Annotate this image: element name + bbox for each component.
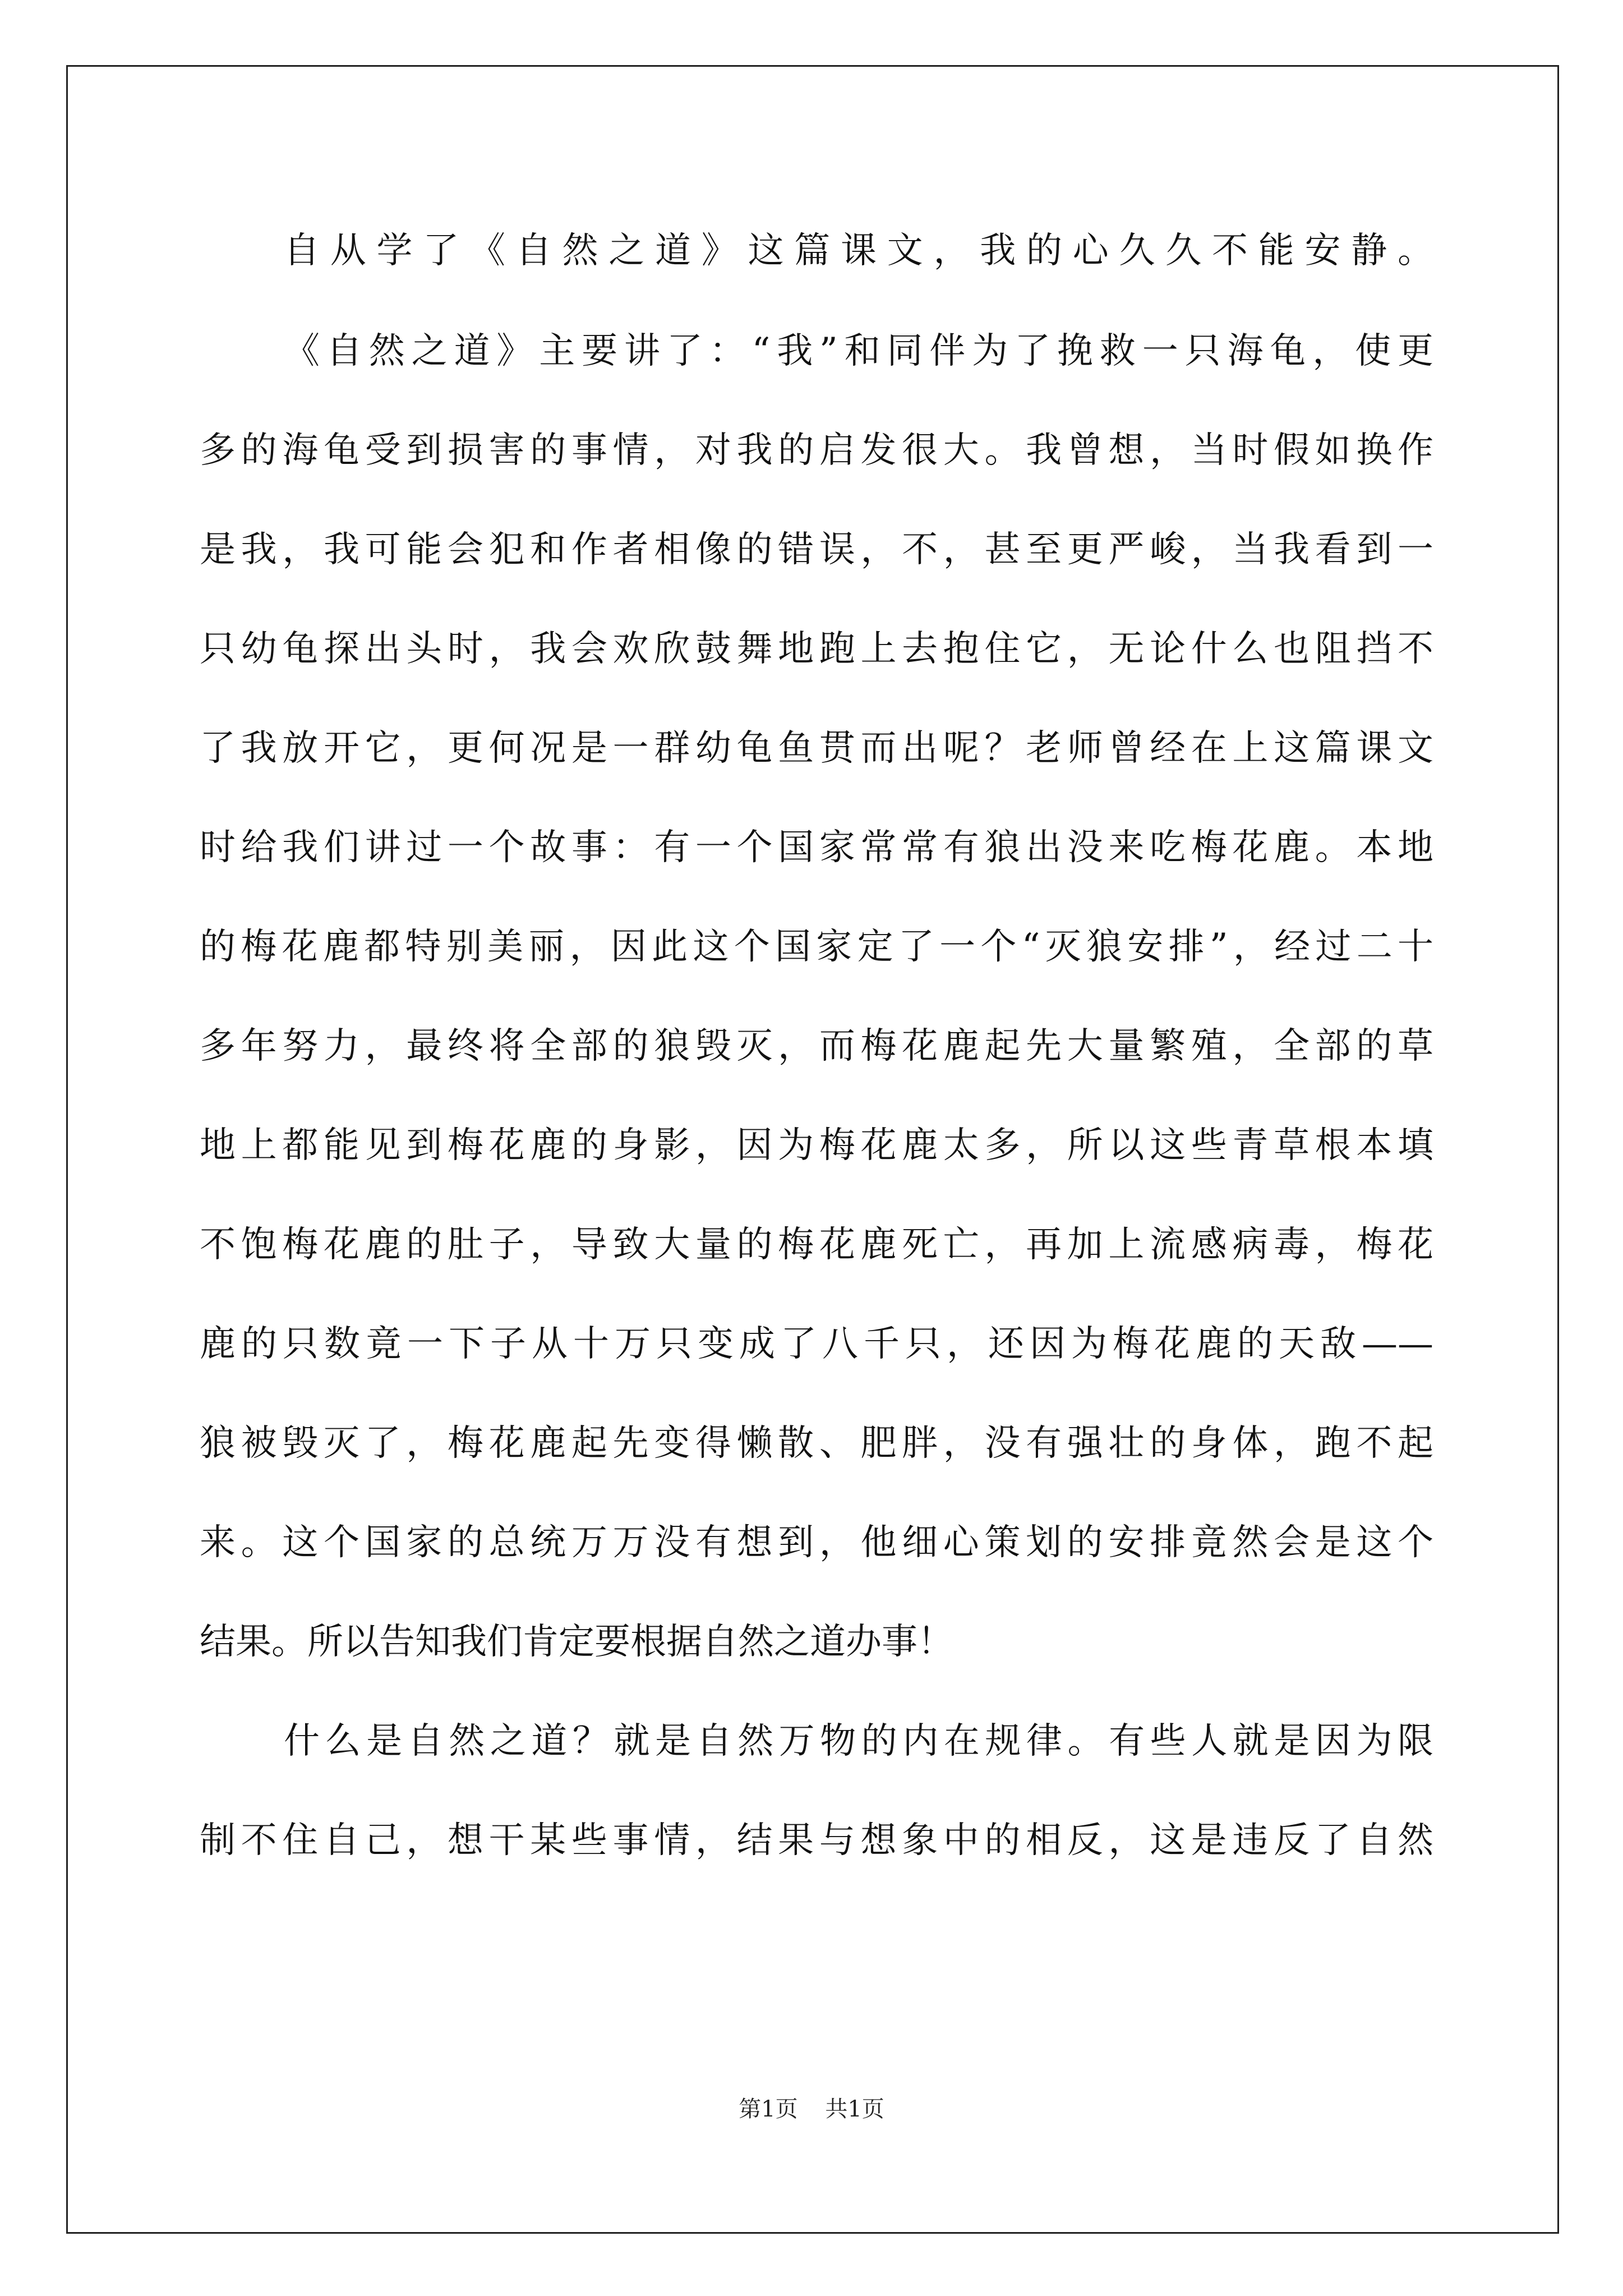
text-line: 时给我们讲过一个故事：有一个国家常常有狼出没来吃梅花鹿。本地 bbox=[200, 827, 1433, 868]
page-total: 共1页 bbox=[825, 2096, 884, 2122]
text-line: 狼被毁灭了，梅花鹿起先变得懒散、肥胖，没有强壮的身体，跑不起 bbox=[200, 1423, 1433, 1464]
text-line: 是我，我可能会犯和作者相像的错误，不，甚至更严峻，当我看到一 bbox=[200, 529, 1433, 570]
text-line: 制不住自己，想干某些事情，结果与想象中的相反，这是违反了自然 bbox=[200, 1820, 1433, 1861]
text-line: 地上都能见到梅花鹿的身影，因为梅花鹿太多，所以这些青草根本填 bbox=[200, 1125, 1433, 1166]
page-number: 第1页 bbox=[739, 2096, 798, 2122]
text-line: 只幼龟探出头时，我会欢欣鼓舞地跑上去抱住它，无论什么也阻挡不 bbox=[200, 628, 1433, 670]
text-line: 多的海龟受到损害的事情，对我的启发很大。我曾想，当时假如换作 bbox=[200, 430, 1433, 471]
text-line: 多年努力，最终将全部的狼毁灭，而梅花鹿起先大量繁殖，全部的草 bbox=[200, 1025, 1433, 1067]
text-line: 了我放开它，更何况是一群幼龟鱼贯而出呢？老师曾经在上这篇课文 bbox=[200, 728, 1433, 769]
text-line: 《自然之道》主要讲了：“我”和同伴为了挽救一只海龟，使更 bbox=[284, 330, 1433, 372]
text-line: 不饱梅花鹿的肚子，导致大量的梅花鹿死亡，再加上流感病毒，梅花 bbox=[200, 1224, 1433, 1266]
text-line: 的梅花鹿都特别美丽，因此这个国家定了一个“灭狼安排”，经过二十 bbox=[200, 926, 1433, 968]
text-line: 自从学了《自然之道》这篇课文，我的心久久不能安静。 bbox=[284, 230, 1433, 272]
text-line: 结果。所以告知我们肯定要根据自然之道办事！ bbox=[200, 1621, 953, 1663]
text-line: 鹿的只数竟一下子从十万只变成了八千只，还因为梅花鹿的天敌—— bbox=[200, 1323, 1433, 1365]
text-line: 来。这个国家的总统万万没有想到，他细心策划的安排竟然会是这个 bbox=[200, 1522, 1433, 1563]
text-line: 什么是自然之道？就是自然万物的内在规律。有些人就是因为限 bbox=[284, 1720, 1433, 1762]
page-footer bbox=[0, 2092, 1623, 2126]
